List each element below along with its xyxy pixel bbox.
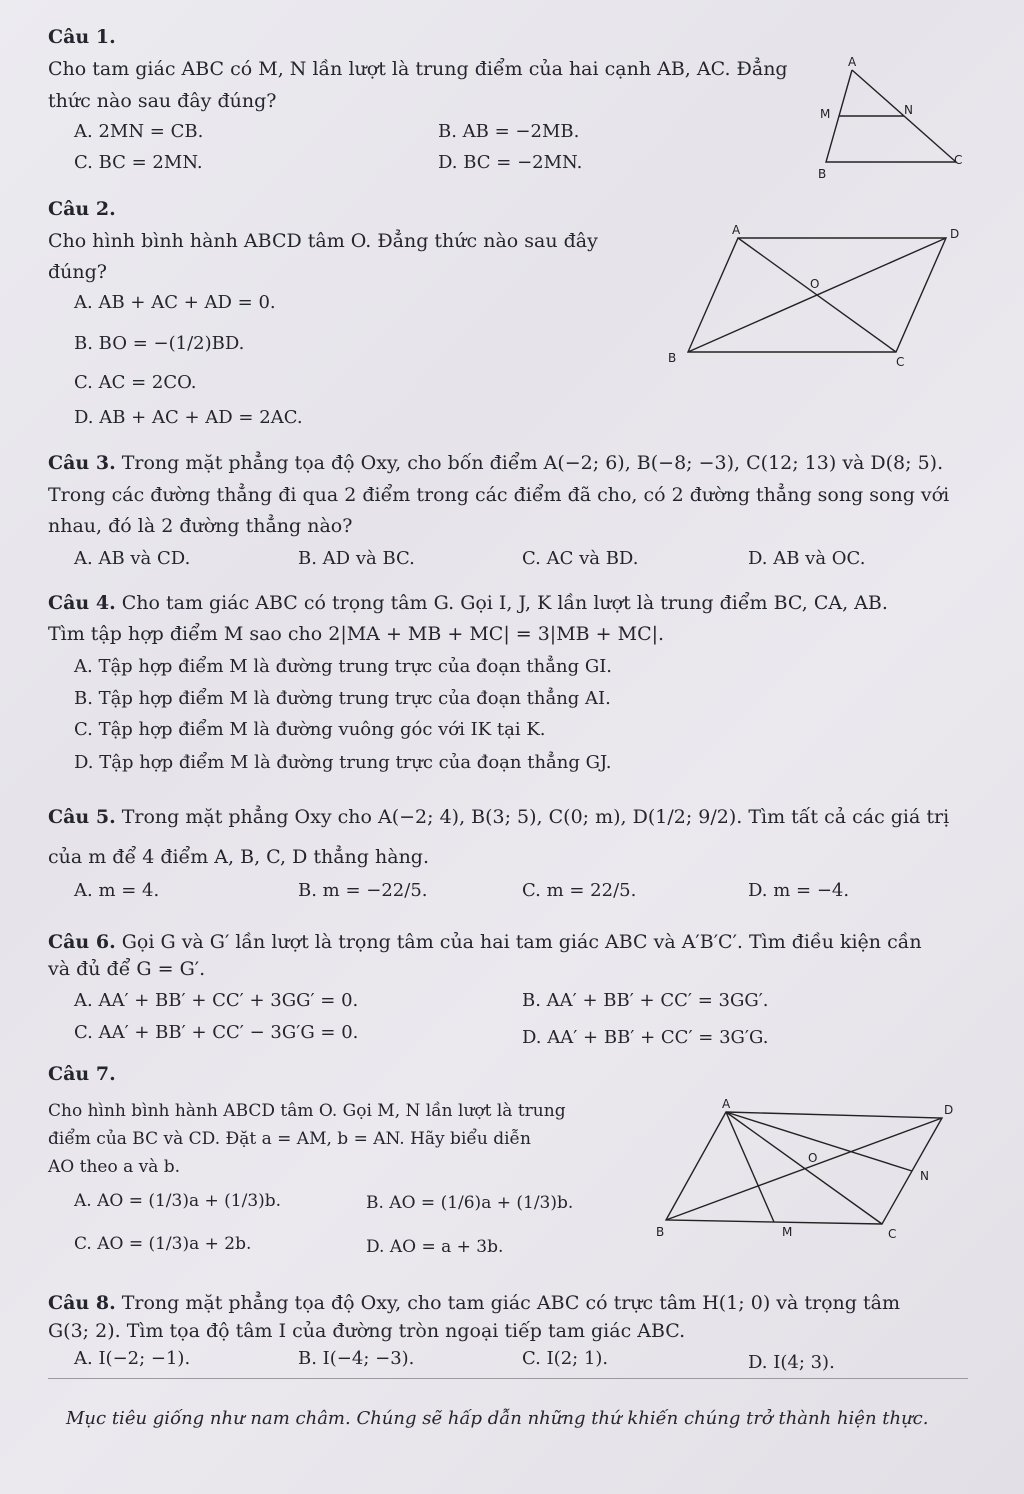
q5-option-b: B. m = −22/5. bbox=[298, 880, 428, 901]
q6-text-line1 bbox=[48, 931, 922, 953]
q8-option-c: C. I(2; 1). bbox=[522, 1348, 609, 1369]
q8-option-b: B. I(−4; −3). bbox=[298, 1348, 415, 1369]
q1-triangle-figure bbox=[808, 52, 968, 182]
q1-option-b: B. AB = −2MB. bbox=[438, 121, 580, 142]
q7-label-n: N bbox=[920, 1169, 929, 1183]
q7-heading: Câu 7. bbox=[48, 1063, 116, 1085]
q5-text-line2: của m để 4 điểm A, B, C, D thẳng hàng. bbox=[48, 846, 430, 868]
q1-label-m: M bbox=[820, 107, 831, 121]
q3-option-b: B. AD và BC. bbox=[298, 548, 415, 569]
q1-heading: Câu 1. bbox=[48, 26, 116, 48]
q3-text-line1 bbox=[48, 452, 943, 474]
q7-option-a: A. AO = (1/3)a + (1/3)b. bbox=[74, 1191, 282, 1211]
q5-option-c: C. m = 22/5. bbox=[522, 880, 637, 901]
q4-option-c: C. Tập hợp điểm M là đường vuông góc với IK tại K. bbox=[74, 719, 546, 740]
q2-text-line2: đúng? bbox=[48, 261, 107, 283]
q7-option-b: B. AO = (1/6)a + (1/3)b. bbox=[366, 1193, 574, 1213]
q3-option-d: D. AB và OC. bbox=[748, 548, 866, 569]
q1-option-d: D. BC = −2MN. bbox=[438, 152, 583, 173]
footer-divider bbox=[48, 1378, 968, 1379]
q7-label-c: C bbox=[888, 1227, 897, 1241]
q5-text: Trong mặt phẳng Oxy cho A(−2; 4), B(3; 5), C(0; m), D(1/2; 9/2). Tìm tất cả các giá trị bbox=[115, 806, 950, 828]
q7-text-line2: điểm của BC và CD. Đặt a = AM, b = AN. Hãy biểu diễn bbox=[48, 1129, 531, 1149]
q5-option-d: D. m = −4. bbox=[748, 880, 850, 901]
q6-option-c: C. AA′ + BB′ + CC′ − 3G′G = 0. bbox=[74, 1022, 359, 1043]
q8-text-line1 bbox=[48, 1292, 900, 1314]
q2-label-c: C bbox=[896, 355, 905, 369]
q2-parallelogram-figure bbox=[660, 222, 970, 372]
q7-label-o: O bbox=[808, 1151, 818, 1165]
q5-text-line1 bbox=[48, 806, 949, 828]
q6-text-line2: và đủ để G = G′. bbox=[48, 958, 206, 980]
q3-text-line2: Trong các đường thẳng đi qua 2 điểm trong các điểm đã cho, có 2 đường thẳng song song với bbox=[48, 484, 950, 506]
q1-label-c: C bbox=[954, 153, 963, 167]
q2-option-d: D. AB + AC + AD = 2AC. bbox=[74, 407, 303, 428]
q1-label-a: A bbox=[848, 55, 857, 69]
q3-heading: Câu 3. bbox=[48, 452, 116, 474]
q2-label-d: D bbox=[950, 227, 960, 241]
q2-label-a: A bbox=[732, 223, 741, 237]
q4-option-d: D. Tập hợp điểm M là đường trung trực của đoạn thẳng GJ. bbox=[74, 752, 612, 773]
q6-heading: Câu 6. bbox=[48, 931, 116, 953]
q8-heading: Câu 8. bbox=[48, 1292, 116, 1314]
q6-option-d: D. AA′ + BB′ + CC′ = 3G′G. bbox=[522, 1027, 769, 1048]
q3-option-c: C. AC và BD. bbox=[522, 548, 639, 569]
q3-text: Trong mặt phẳng tọa độ Oxy, cho bốn điểm A(−2; 6), B(−8; −3), C(12; 13) và D(8; 5). bbox=[115, 452, 944, 474]
q2-label-o: O bbox=[810, 277, 820, 291]
footer-quote: Mục tiêu giống như nam châm. Chúng sẽ hấp dẫn những thứ khiến chúng trở thành hiện thực. bbox=[66, 1408, 929, 1429]
q8-text-line2: G(3; 2). Tìm tọa độ tâm I của đường tròn ngoại tiếp tam giác ABC. bbox=[48, 1320, 686, 1342]
q5-heading: Câu 5. bbox=[48, 806, 116, 828]
q8-option-a: A. I(−2; −1). bbox=[74, 1348, 191, 1369]
q5-option-a: A. m = 4. bbox=[74, 880, 160, 901]
q6-option-a: A. AA′ + BB′ + CC′ + 3GG′ = 0. bbox=[74, 990, 359, 1011]
q2-label-b: B bbox=[668, 351, 677, 365]
q6-option-b: B. AA′ + BB′ + CC′ = 3GG′. bbox=[522, 990, 769, 1011]
q1-option-c: C. BC = 2MN. bbox=[74, 152, 203, 173]
q8-text: Trong mặt phẳng tọa độ Oxy, cho tam giác ABC có trực tâm H(1; 0) và trọng tâm bbox=[115, 1292, 900, 1314]
q1-label-b: B bbox=[818, 167, 827, 181]
q7-option-d: D. AO = a + 3b. bbox=[366, 1237, 504, 1257]
q7-label-a: A bbox=[722, 1097, 731, 1111]
q3-text-line3: nhau, đó là 2 đường thẳng nào? bbox=[48, 515, 353, 537]
q7-parallelogram-figure bbox=[650, 1094, 972, 1248]
q4-text-line1 bbox=[48, 592, 888, 614]
q2-text-line1: Cho hình bình hành ABCD tâm O. Đẳng thức nào sau đây bbox=[48, 230, 598, 252]
q2-option-a: A. AB + AC + AD = 0. bbox=[74, 292, 276, 313]
q7-label-m: M bbox=[782, 1225, 793, 1239]
q4-option-a: A. Tập hợp điểm M là đường trung trực của đoạn thẳng GI. bbox=[74, 656, 613, 677]
q7-text-line3: AO theo a và b. bbox=[48, 1157, 181, 1177]
q4-option-b: B. Tập hợp điểm M là đường trung trực của đoạn thẳng AI. bbox=[74, 688, 611, 709]
q1-option-a: A. 2MN = CB. bbox=[74, 121, 204, 142]
q1-text-line2: thức nào sau đây đúng? bbox=[48, 90, 277, 112]
q1-text-line1: Cho tam giác ABC có M, N lần lượt là trung điểm của hai cạnh AB, AC. Đẳng bbox=[48, 58, 788, 80]
q1-label-n: N bbox=[904, 103, 913, 117]
q4-text: Cho tam giác ABC có trọng tâm G. Gọi I, J, K lần lượt là trung điểm BC, CA, AB. bbox=[115, 592, 888, 614]
q2-option-b: B. BO = −(1/2)BD. bbox=[74, 333, 245, 354]
q7-label-b: B bbox=[656, 1225, 665, 1239]
q4-text-line2: Tìm tập hợp điểm M sao cho 2|MA + MB + MC| = 3|MB + MC|. bbox=[48, 623, 665, 645]
q7-label-d: D bbox=[944, 1103, 954, 1117]
q8-option-d: D. I(4; 3). bbox=[748, 1352, 835, 1373]
q2-heading: Câu 2. bbox=[48, 198, 116, 220]
q4-heading: Câu 4. bbox=[48, 592, 116, 614]
q7-option-c: C. AO = (1/3)a + 2b. bbox=[74, 1234, 252, 1254]
q7-text-line1: Cho hình bình hành ABCD tâm O. Gọi M, N lần lượt là trung bbox=[48, 1101, 566, 1121]
q2-option-c: C. AC = 2CO. bbox=[74, 372, 197, 393]
q3-option-a: A. AB và CD. bbox=[74, 548, 191, 569]
q6-text: Gọi G và G′ lần lượt là trọng tâm của hai tam giác ABC và A′B′C′. Tìm điều kiện cần bbox=[115, 931, 922, 953]
